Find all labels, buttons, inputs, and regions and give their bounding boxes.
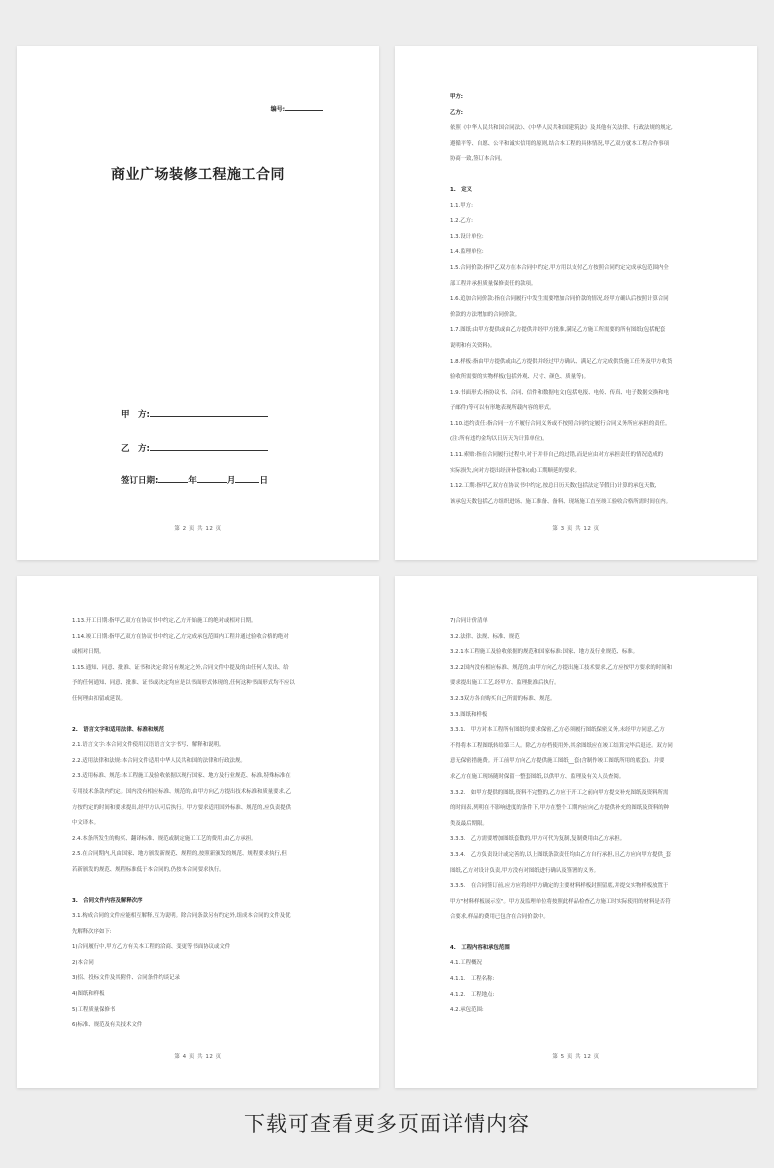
text-line: 1.8.样板:指由甲方提供或由乙方提供并经过甲方确认、满足乙方完成供货施工任务及甲方收货 <box>450 358 673 365</box>
paragraph-gap <box>450 168 703 183</box>
text-line: 的时间表,列明在不影响进度的条件下,甲方在整个工期内应向乙方提供补充的图纸及资料的种 <box>450 805 670 812</box>
page-5-body <box>450 614 703 1019</box>
text-line: 1.9.书面形式:指协议书、合同、信件和数据电文(包括电报、电传、传真、电子数据交换和电 <box>450 389 670 396</box>
paragraph-gap <box>450 926 703 941</box>
text-line: 1.15.通知、同意、批准、证书和决定:除另有规定之外,合同文件中提及的由任何人发出、给 <box>72 664 289 671</box>
text-line: 2.4.本条所发生的购买、翻译标准、规范或制定施工工艺的费用,由乙方承担。 <box>72 835 257 842</box>
text-line: (注:所有违约金均以日历天为计算单位)。 <box>450 436 548 443</box>
text-line: 1.13.开工日期:指甲乙双方在协议书中约定,乙方开始施工的绝对或相对日期。 <box>72 618 257 624</box>
section-heading: 甲方: <box>450 94 463 100</box>
text-line: 4.2.承包范围: <box>450 1007 484 1014</box>
page-5 <box>395 576 757 1088</box>
text-line: 若新颁发的规范、规程标准低于本合同的,仍按本合同要求执行。 <box>72 866 225 873</box>
text-line: 5)工程质量保修书 <box>72 1006 116 1013</box>
text-line: 或相对日期。 <box>72 649 105 656</box>
text-line: 3)招、投标文件及其附件、合同条件约谈记录 <box>72 975 180 982</box>
text-line: 1.10.违约责任:指合同一方不履行合同义务或不按照合同约定履行合同义务所应承担的责任。 <box>450 420 671 427</box>
text-line: 任何理由扣留或延误。 <box>72 695 126 702</box>
section-heading: 3. 合同文件内容及解释次序 <box>72 897 143 904</box>
text-line: 实际损失,向对方提出经济补偿和(或)工期顺延的要求。 <box>450 467 580 474</box>
text-line: 遵循平等、自愿、公平和诚实信用的原则,结合本工程的具体情况,甲乙双方就本工程合作事项 <box>450 140 670 147</box>
text-line: 3.1.构成合同的文件应能相互解释,互为说明。除合同条款另有约定外,组成本合同的文件及优 <box>72 913 291 920</box>
text-line: 验收所需要的实物样板(包括外观、尺寸、颜色、质量等)。 <box>450 374 589 381</box>
text-line: 要求提出施工工艺,经甲方、监理批准后执行。 <box>450 680 560 687</box>
text-line: 1.5.合同价款:指甲乙双方在本合同中约定,甲方用以支付乙方按照合同约定完成承包范围内全 <box>450 264 669 271</box>
text-line: 1.11.索赔:指在合同履行过程中,对于并非自己的过错,而是应由对方承担责任的情况造成的 <box>450 452 664 459</box>
text-line: 不得将本工程图纸转给第三人。除乙方存档使用外,其余图纸应在竣工结算完毕后退还。双方同 <box>450 742 673 749</box>
section-heading: 乙方: <box>450 109 463 116</box>
text-line: 价款的方法增加的合同价款。 <box>450 311 521 318</box>
section-heading: 2. 语言文字和适用法律、标准和规范 <box>72 726 165 733</box>
text-line: 协商一致,签订本合同。 <box>450 156 506 163</box>
text-line: 4.1.工程概况 <box>450 960 482 967</box>
paragraph-gap <box>72 708 325 723</box>
text-line: 部工程并承担质量保修责任的款项。 <box>450 280 537 287</box>
text-line: 4.1.1. 工程名称: <box>450 976 495 983</box>
text-line: 1)合同履行中,甲方乙方有关本工程的洽商、变更等书面协议或文件 <box>72 944 231 951</box>
section-heading: 1. 定义 <box>450 186 472 193</box>
text-line: 2.1.语言文字:本合同文件使用汉语语言文字书写、解释和说明。 <box>72 742 225 749</box>
text-line: 4.1.2. 工程地点: <box>450 991 495 998</box>
text-line: 专用技术条款内约定。国内没有相应标准、规范的,由甲方向乙方提出技术标准和质量要求,乙 <box>72 788 292 795</box>
text-line: 该承包天数包括乙方组织进场、施工准备、备料、现场施工直至竣工验收合格所需时间在内。 <box>450 498 672 505</box>
party-b-line: 乙 方: <box>121 442 268 454</box>
text-line: 1.14.竣工日期:指甲乙双方在协议书中约定,乙方完成承包范围内工程并通过验收合格的绝对 <box>72 633 289 640</box>
text-line: 1.1.甲方: <box>450 202 473 209</box>
text-line: 2)本合同 <box>72 959 94 966</box>
page-3 <box>395 46 757 560</box>
text-line: 1.12.工期:指甲乙双方在协议书中约定,按总日历天数(包括法定节假日)计算的承包天数, <box>450 483 657 490</box>
contract-number-blank <box>285 104 323 111</box>
party-a-line: 甲 方: <box>121 408 268 420</box>
page-number: 第 3 页 共 12 页 <box>552 526 600 532</box>
text-line: 1.4.监理单位: <box>450 249 484 256</box>
text-line: 6)标准、规范及有关技术文件 <box>72 1022 143 1029</box>
text-line: 2.2.适用法律和法规:本合同文件适用中华人民共和国的法律和行政法规。 <box>72 757 246 764</box>
text-line: 求乙方在施工现场随时保留一整套图纸,以供甲方、监理及有关人员查阅。 <box>450 773 625 780</box>
text-line: 子邮件)等可以有形地表现所载内容的形式。 <box>450 405 555 412</box>
text-line: 7)合同计价清单 <box>450 618 488 624</box>
download-caption: 下载可查看更多页面详情内容 <box>244 1112 530 1136</box>
text-line: 3.3.2. 如甲方提供的图纸,资料不完整的,乙方应于开工之前向甲方提交补充图纸及资料所需 <box>450 789 669 796</box>
page-4-body <box>72 614 325 1034</box>
page-4 <box>17 576 379 1088</box>
text-line: 说明和有关资料)。 <box>450 342 496 349</box>
text-line: 甲方"材料样板展示室"。甲方及监理单位将按照此样品检查乙方施工时实际使用的材料是否符 <box>450 898 671 905</box>
text-line: 予的任何通知、同意、批准、证书或决定均应是以书面形式体现的,任何这种书面形式均不应以 <box>72 680 295 687</box>
text-line: 3.2.法律、法规、标准、规范 <box>450 633 520 640</box>
text-line: 1.3.设计单位: <box>450 233 484 240</box>
text-line: 3.3.5. 在合同签订前,应方应将经甲方确定的主要材料样板封照留底,并提交实物样板放置于 <box>450 883 669 890</box>
text-line: 3.3.图纸和样板 <box>450 711 488 718</box>
text-line: 先解释次序如下: <box>72 928 112 935</box>
text-line: 3.3.3. 乙方需要增加图纸套数的,甲方可代为复制,复制费用由乙方承担。 <box>450 836 626 843</box>
text-line: 3.2.1本工程施工及验收依据的规范和国家标准:国家、地方及行业规范、标准。 <box>450 649 639 656</box>
page-number: 第 4 页 共 12 页 <box>174 1054 222 1060</box>
text-line: 1.2.乙方: <box>450 218 473 225</box>
text-line: 1.6.追加合同价款:指在合同履行中发生需要增加合同价款的情况,经甲方确认后按照计算合同 <box>450 296 669 303</box>
contract-number: 编号: <box>271 104 323 113</box>
sign-date-line: 签订日期: 年 月 日 <box>121 476 268 486</box>
text-line: 中文译本。 <box>72 820 99 827</box>
section-heading: 4. 工程内容和承包范围 <box>450 944 510 951</box>
contract-title: 商业广场装修工程施工合同 <box>111 167 285 183</box>
text-line: 图纸,乙方对设计负责,甲方没有对图纸进行确认及签署的义务。 <box>450 867 599 874</box>
text-line: 4)图纸和样板 <box>72 991 105 998</box>
text-line: 2.5.在合同期内,凡由国家、地方颁发新规范、规程的,按照新颁发的规范、规程要求执行,但 <box>72 851 287 858</box>
text-line: 2.3.适用标准、规范:本工程施工及验收依据以现行国家、地方及行业规范、标准,特殊标准在 <box>72 773 291 780</box>
text-line: 意无保密措施费。开工前甲方向乙方提供施工图纸__套(含制作竣工图纸所用的底套)。并要 <box>450 758 665 765</box>
text-line: 3.2.2国内没有相应标准、规范的,由甲方向乙方提出施工技术要求,乙方应按甲方要求的时间和 <box>450 664 672 671</box>
text-line: 依照《中华人民共和国合同法》、《中华人民共和国建筑法》及其他有关法律、行政法规的规定, <box>450 125 673 132</box>
paragraph-gap <box>72 879 325 894</box>
text-line: 1.7.图纸:由甲方提供或由乙方提供并经甲方批准,满足乙方施工所需要的所有图纸(包括配套 <box>450 327 666 334</box>
text-line: 3.3.1. 甲方对本工程所有图纸均要求保密,乙方必须履行图纸保密义务,未经甲方同意,乙方 <box>450 727 665 734</box>
page-number: 第 2 页 共 12 页 <box>174 526 222 532</box>
text-line: 方按约定的时间和要求提出,经甲方认可后执行。甲方要求适用国外标准、规范的,应负责提供 <box>72 804 292 811</box>
page-cover <box>17 46 379 560</box>
page-3-body <box>450 90 703 510</box>
text-line: 3.3.4. 乙方负责设计或完善的,以上图纸条款责任均由乙方自行承担,且乙方应向甲方提供_套 <box>450 851 672 858</box>
text-line: 3.2.3双方各自购买自己所需的标准、规范。 <box>450 695 556 702</box>
text-line: 合要求,样品的费用已包含在合同价款中。 <box>450 914 549 921</box>
text-line: 类及最后期限。 <box>450 820 488 827</box>
page-number: 第 5 页 共 12 页 <box>552 1054 600 1060</box>
